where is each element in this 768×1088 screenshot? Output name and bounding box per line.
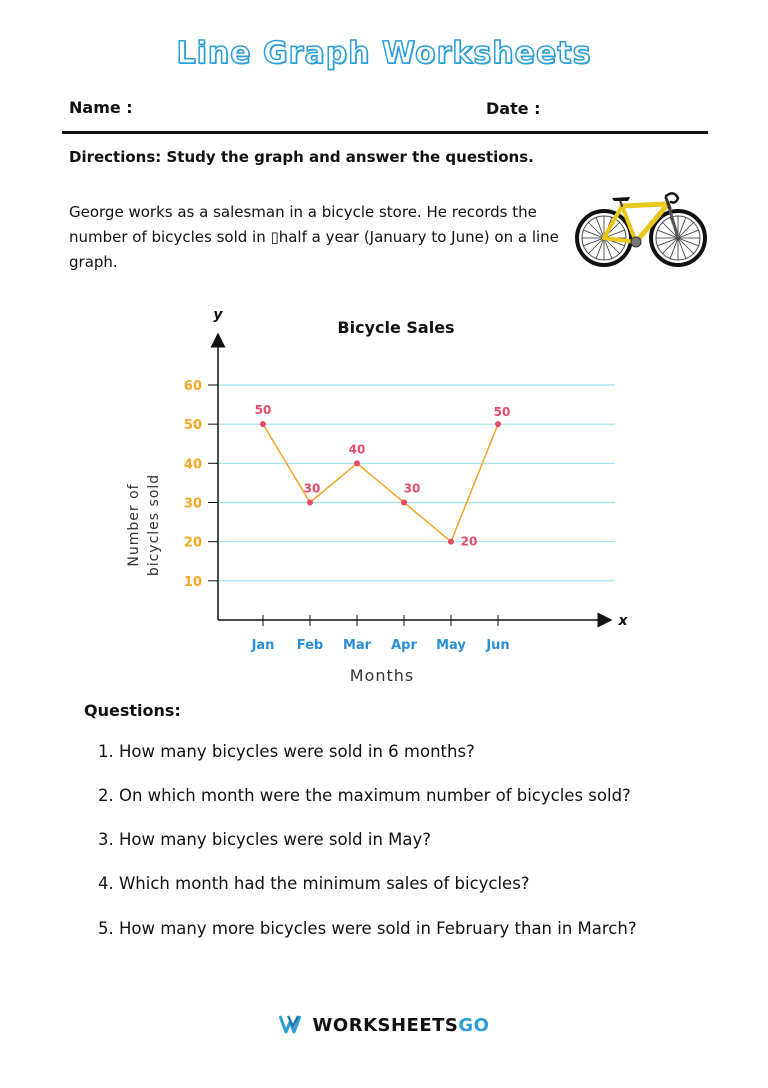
directions-text: Directions: Study the graph and answer the questions. <box>69 148 534 166</box>
y-tick-label-20: 20 <box>183 535 202 551</box>
y-tick-label-30: 30 <box>183 496 202 512</box>
data-label-jun: 50 <box>493 405 511 420</box>
bicycle-frame <box>604 193 678 247</box>
y-axis-letter: y <box>213 307 223 323</box>
data-label-may: 20 <box>460 534 478 549</box>
data-point-jun <box>495 421 501 427</box>
date-label: Date : <box>486 99 541 118</box>
x-axis-label: Months <box>349 666 415 685</box>
x-tick-label-feb: Feb <box>296 638 324 653</box>
header-divider <box>62 131 708 134</box>
data-points <box>255 403 511 549</box>
y-tick-label-60: 60 <box>183 379 202 394</box>
brand-part2: GO <box>458 1015 490 1036</box>
data-point-mar <box>354 460 360 466</box>
question-5: 5. How many more bicycles were sold in February than in March? <box>98 919 637 938</box>
y-tick-label-50: 50 <box>183 418 202 434</box>
data-point-feb <box>307 500 313 506</box>
intro-paragraph: George works as a salesman in a bicycle store. He records the number of bicycles sold in ▯half a year (January to June) on a line graph. <box>69 203 559 271</box>
question-1: 1. How many bicycles were sold in 6 months? <box>98 742 475 761</box>
footer-brand <box>0 1014 768 1036</box>
data-point-apr <box>401 500 407 506</box>
data-label-feb: 30 <box>303 481 321 496</box>
line-chart <box>110 295 650 695</box>
x-tick-label-may: May <box>436 638 466 653</box>
chart-title: Bicycle Sales <box>337 318 455 337</box>
name-label: Name : <box>69 98 133 117</box>
data-point-may <box>448 539 454 545</box>
worksheetsgo-logo-icon <box>279 1014 307 1034</box>
questions-heading: Questions: <box>84 701 181 720</box>
y-tick-labels <box>184 379 202 590</box>
bicycle-icon <box>574 184 708 270</box>
data-label-mar: 40 <box>348 442 366 457</box>
y-axis-label-line2: bicycles sold <box>146 473 162 577</box>
page-title: Line Graph Worksheets <box>176 36 592 71</box>
y-tick-label-10: 10 <box>183 574 202 590</box>
question-2: 2. On which month were the maximum number of bicycles sold? <box>98 786 631 805</box>
x-tick-label-jan: Jan <box>251 638 275 653</box>
x-tick-label-apr: Apr <box>391 638 417 653</box>
x-axis-letter: x <box>618 613 628 629</box>
data-label-apr: 30 <box>403 481 421 496</box>
y-axis-label-line1: Number of <box>126 483 142 567</box>
y-tick-label-40: 40 <box>183 457 202 473</box>
brand-part1: WORKSHEETS <box>312 1015 459 1036</box>
question-3: 3. How many bicycles were sold in May? <box>98 830 432 849</box>
series-line <box>263 424 498 542</box>
data-label-jan: 50 <box>254 403 272 418</box>
question-4: 4. Which month had the minimum sales of bicycles? <box>98 874 530 893</box>
x-tick-label-mar: Mar <box>342 638 372 653</box>
data-point-jan <box>260 421 266 427</box>
x-tick-label-jun: Jun <box>486 638 510 653</box>
